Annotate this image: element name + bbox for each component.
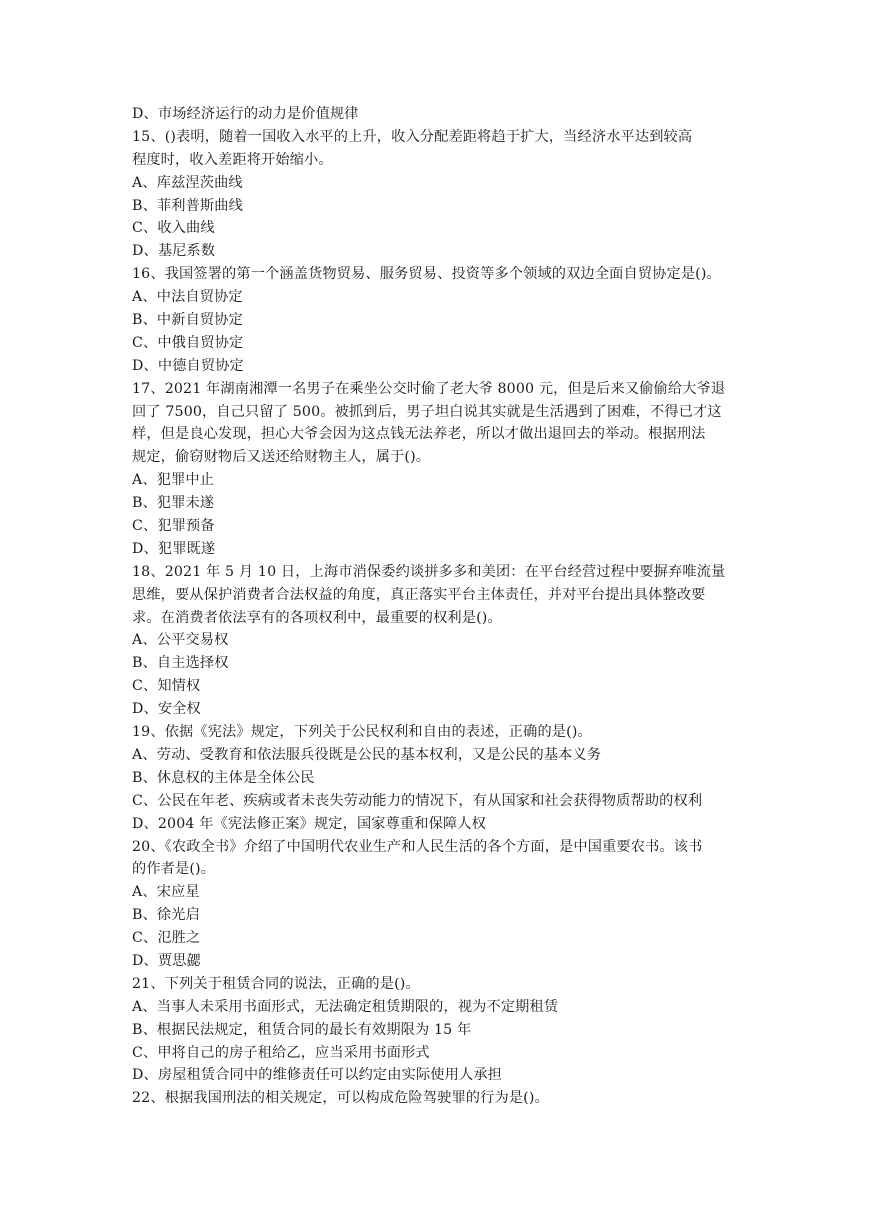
text-line: D、中德自贸协定	[132, 357, 244, 374]
text-line: D、犯罪既遂	[132, 540, 216, 557]
text-line: D、市场经济运行的动力是价值规律	[132, 106, 359, 122]
text-line: 21、下列关于租赁合同的说法，正确的是()。	[132, 975, 420, 992]
text-line: C、犯罪预备	[132, 518, 215, 535]
text-line: B、犯罪未遂	[132, 495, 215, 512]
text-line: B、徐光启	[132, 907, 200, 924]
text-line: 20、《农政全书》介绍了中国明代农业生产和人民生活的各个方面，是中国重要农书。该书	[132, 838, 703, 855]
text-line: A、公平交易权	[132, 632, 229, 649]
text-line: C、氾胜之	[132, 930, 201, 947]
document-text-body	[132, 103, 742, 1110]
text-line: C、公民在年老、疾病或者未丧失劳动能力的情况下，有从国家和社会获得物质帮助的权利	[132, 792, 703, 809]
text-line: B、自主选择权	[132, 655, 229, 672]
text-line: A、犯罪中止	[132, 472, 215, 489]
text-line: A、库兹涅茨曲线	[132, 174, 243, 191]
text-line: D、贾思勰	[132, 952, 201, 969]
text-line: C、甲将自己的房子租给乙，应当采用书面形式	[132, 1044, 430, 1061]
text-line: C、知情权	[132, 678, 201, 695]
text-line: 19、依据《宪法》规定，下列关于公民权利和自由的表述，正确的是()。	[132, 724, 592, 741]
text-line: A、劳动、受教育和依法服兵役既是公民的基本权利，又是公民的基本义务	[132, 746, 602, 763]
text-line: A、中法自贸协定	[132, 289, 243, 306]
text-line: 15、()表明，随着一国收入水平的上升，收入分配差距将趋于扩大，当经济水平达到较高	[132, 128, 693, 145]
text-line: 22、根据我国刑法的相关规定，可以构成危险驾驶罪的行为是()。	[132, 1090, 549, 1107]
text-line: 18、2021 年 5 月 10 日，上海市消保委约谈拼多多和美团：在平台经营过程中要摒弃唯流量	[132, 563, 726, 580]
text-line: B、菲利普斯曲线	[132, 197, 243, 214]
text-line: A、当事人未采用书面形式，无法确定租赁期限的，视为不定期租赁	[132, 998, 559, 1015]
text-line: B、根据民法规定，租赁合同的最长有效期限为 15 年	[132, 1021, 472, 1038]
text-line: 16、我国签署的第一个涵盖货物贸易、服务贸易、投资等多个领域的双边全面自贸协定是()。	[132, 266, 721, 283]
text-line: 程度时，收入差距将开始缩小。	[132, 151, 333, 168]
text-line: D、安全权	[132, 701, 201, 718]
text-line: 思维，要从保护消费者合法权益的角度，真正落实平台主体责任，并对平台提出具体整改要	[132, 586, 706, 603]
text-line: 求。在消费者依法享有的各项权利中，最重要的权利是()。	[132, 609, 502, 626]
text-line: A、宋应星	[132, 884, 200, 901]
text-line: 的作者是()。	[132, 861, 216, 878]
text-line: D、基尼系数	[132, 243, 216, 260]
text-line: 回了 7500，自己只留了 500。被抓到后，男子坦白说其实就是生活遇到了困难，不得已才这	[132, 403, 722, 420]
text-line: 17、2021 年湖南湘潭一名男子在乘坐公交时偷了老大爷 8000 元，但是后来又偷偷给大爷退	[132, 380, 726, 397]
text-line: D、房屋租赁合同中的维修责任可以约定由实际使用人承担	[132, 1067, 502, 1084]
text-line: B、中新自贸协定	[132, 312, 243, 329]
text-line: C、收入曲线	[132, 220, 215, 237]
text-line: 规定，偷窃财物后又送还给财物主人，属于()。	[132, 449, 431, 466]
text-line: B、休息权的主体是全体公民	[132, 769, 315, 786]
text-line: 样，但是良心发现，担心大爷会因为这点钱无法养老，所以才做出退回去的举动。根据刑法	[132, 426, 706, 443]
text-line: D、2004 年《宪法修正案》规定，国家尊重和保障人权	[132, 815, 486, 832]
text-line: C、中俄自贸协定	[132, 334, 244, 351]
